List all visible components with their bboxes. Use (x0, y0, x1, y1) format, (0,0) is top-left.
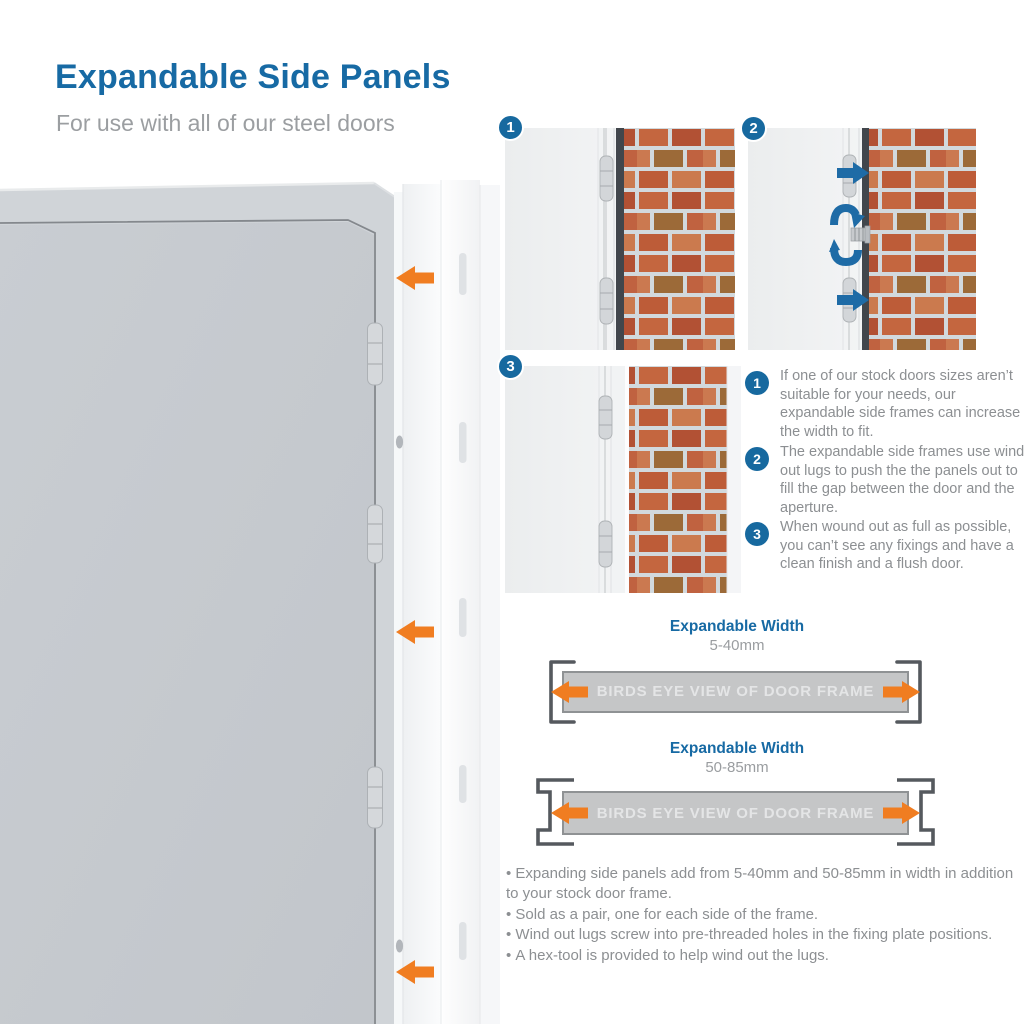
frame-reveal (394, 192, 403, 1024)
birdseye-diagram-1 (528, 652, 946, 728)
step-3-text: When wound out as full as possible, you can’t see any fixings and have a clean finish and a flush door. (780, 519, 1014, 573)
step-3-badge: 3 (745, 522, 769, 546)
bullet-item: • Wind out lugs screw into pre-threaded holes in the fixing plate positions. (506, 925, 1020, 945)
side-panel-strip (403, 184, 441, 1024)
fixing-slot (459, 422, 467, 463)
side-panel-strip (480, 185, 500, 1024)
expandable-width-heading-1: Expandable Width (669, 618, 805, 635)
hinge-icon (368, 323, 383, 385)
bullet-item: • A hex-tool is provided to help wind out the lugs. (506, 946, 1020, 966)
bullet-list (506, 864, 1020, 966)
step-1-badge: 1 (745, 371, 769, 395)
bullet-item: • Sold as a pair, one for each side of the frame. (506, 905, 1020, 925)
brick-wall (869, 128, 976, 350)
bullet-item: • Expanding side panels add from 5-40mm and 50-85mm in width in addition to your stock door frame. (506, 864, 1020, 905)
expandable-width-heading-2: Expandable Width (669, 740, 805, 757)
figure-3-badge: 3 (497, 353, 524, 380)
figure-2-badge: 2 (740, 115, 767, 142)
door-illustration (0, 178, 500, 1024)
hinge-icon (599, 521, 612, 567)
hinge-icon (599, 396, 612, 439)
hinge-icon (368, 767, 383, 828)
birdseye-diagram-2 (528, 774, 946, 850)
wind-out-lug-icon (851, 226, 870, 243)
page-title: Expandable Side Panels (55, 58, 451, 96)
page-subtitle: For use with all of our steel doors (56, 110, 395, 136)
reveal-gap (616, 128, 624, 350)
fixing-slot (459, 922, 467, 960)
brick-wall (629, 366, 727, 593)
step-1-text: If one of our stock doors sizes aren’t suitable for your needs, our expandable side frames can increase the width to fit. (780, 368, 1021, 441)
hinge-icon (368, 505, 383, 563)
figure-3-photo (505, 366, 741, 593)
figure-2-photo (748, 128, 976, 350)
frame-face (611, 366, 627, 593)
bar-label-2: BIRDS EYE VIEW OF DOOR FRAME (596, 805, 875, 822)
step-2-badge: 2 (745, 447, 769, 471)
fixing-slot (459, 598, 467, 637)
door-panel (0, 222, 374, 1024)
fixing-slot (459, 765, 467, 803)
wall-edge (727, 366, 741, 593)
frame-trim (625, 366, 629, 593)
figure-1-photo (505, 128, 735, 350)
fixing-slot (459, 253, 467, 295)
fixing-hole (396, 436, 403, 449)
hinge-icon (600, 156, 613, 201)
width-range-1: 5-40mm (709, 637, 765, 654)
hinge-icon (600, 278, 613, 324)
figure-1-badge: 1 (497, 114, 524, 141)
width-range-2: 50-85mm (705, 759, 769, 776)
step-2-text: The expandable side frames use wind out lugs to push the the panels out to fill the gap between the door and the aperture. (780, 444, 1024, 517)
brick-wall (624, 128, 735, 350)
fixing-hole (396, 940, 403, 953)
bar-label-1: BIRDS EYE VIEW OF DOOR FRAME (596, 683, 875, 700)
